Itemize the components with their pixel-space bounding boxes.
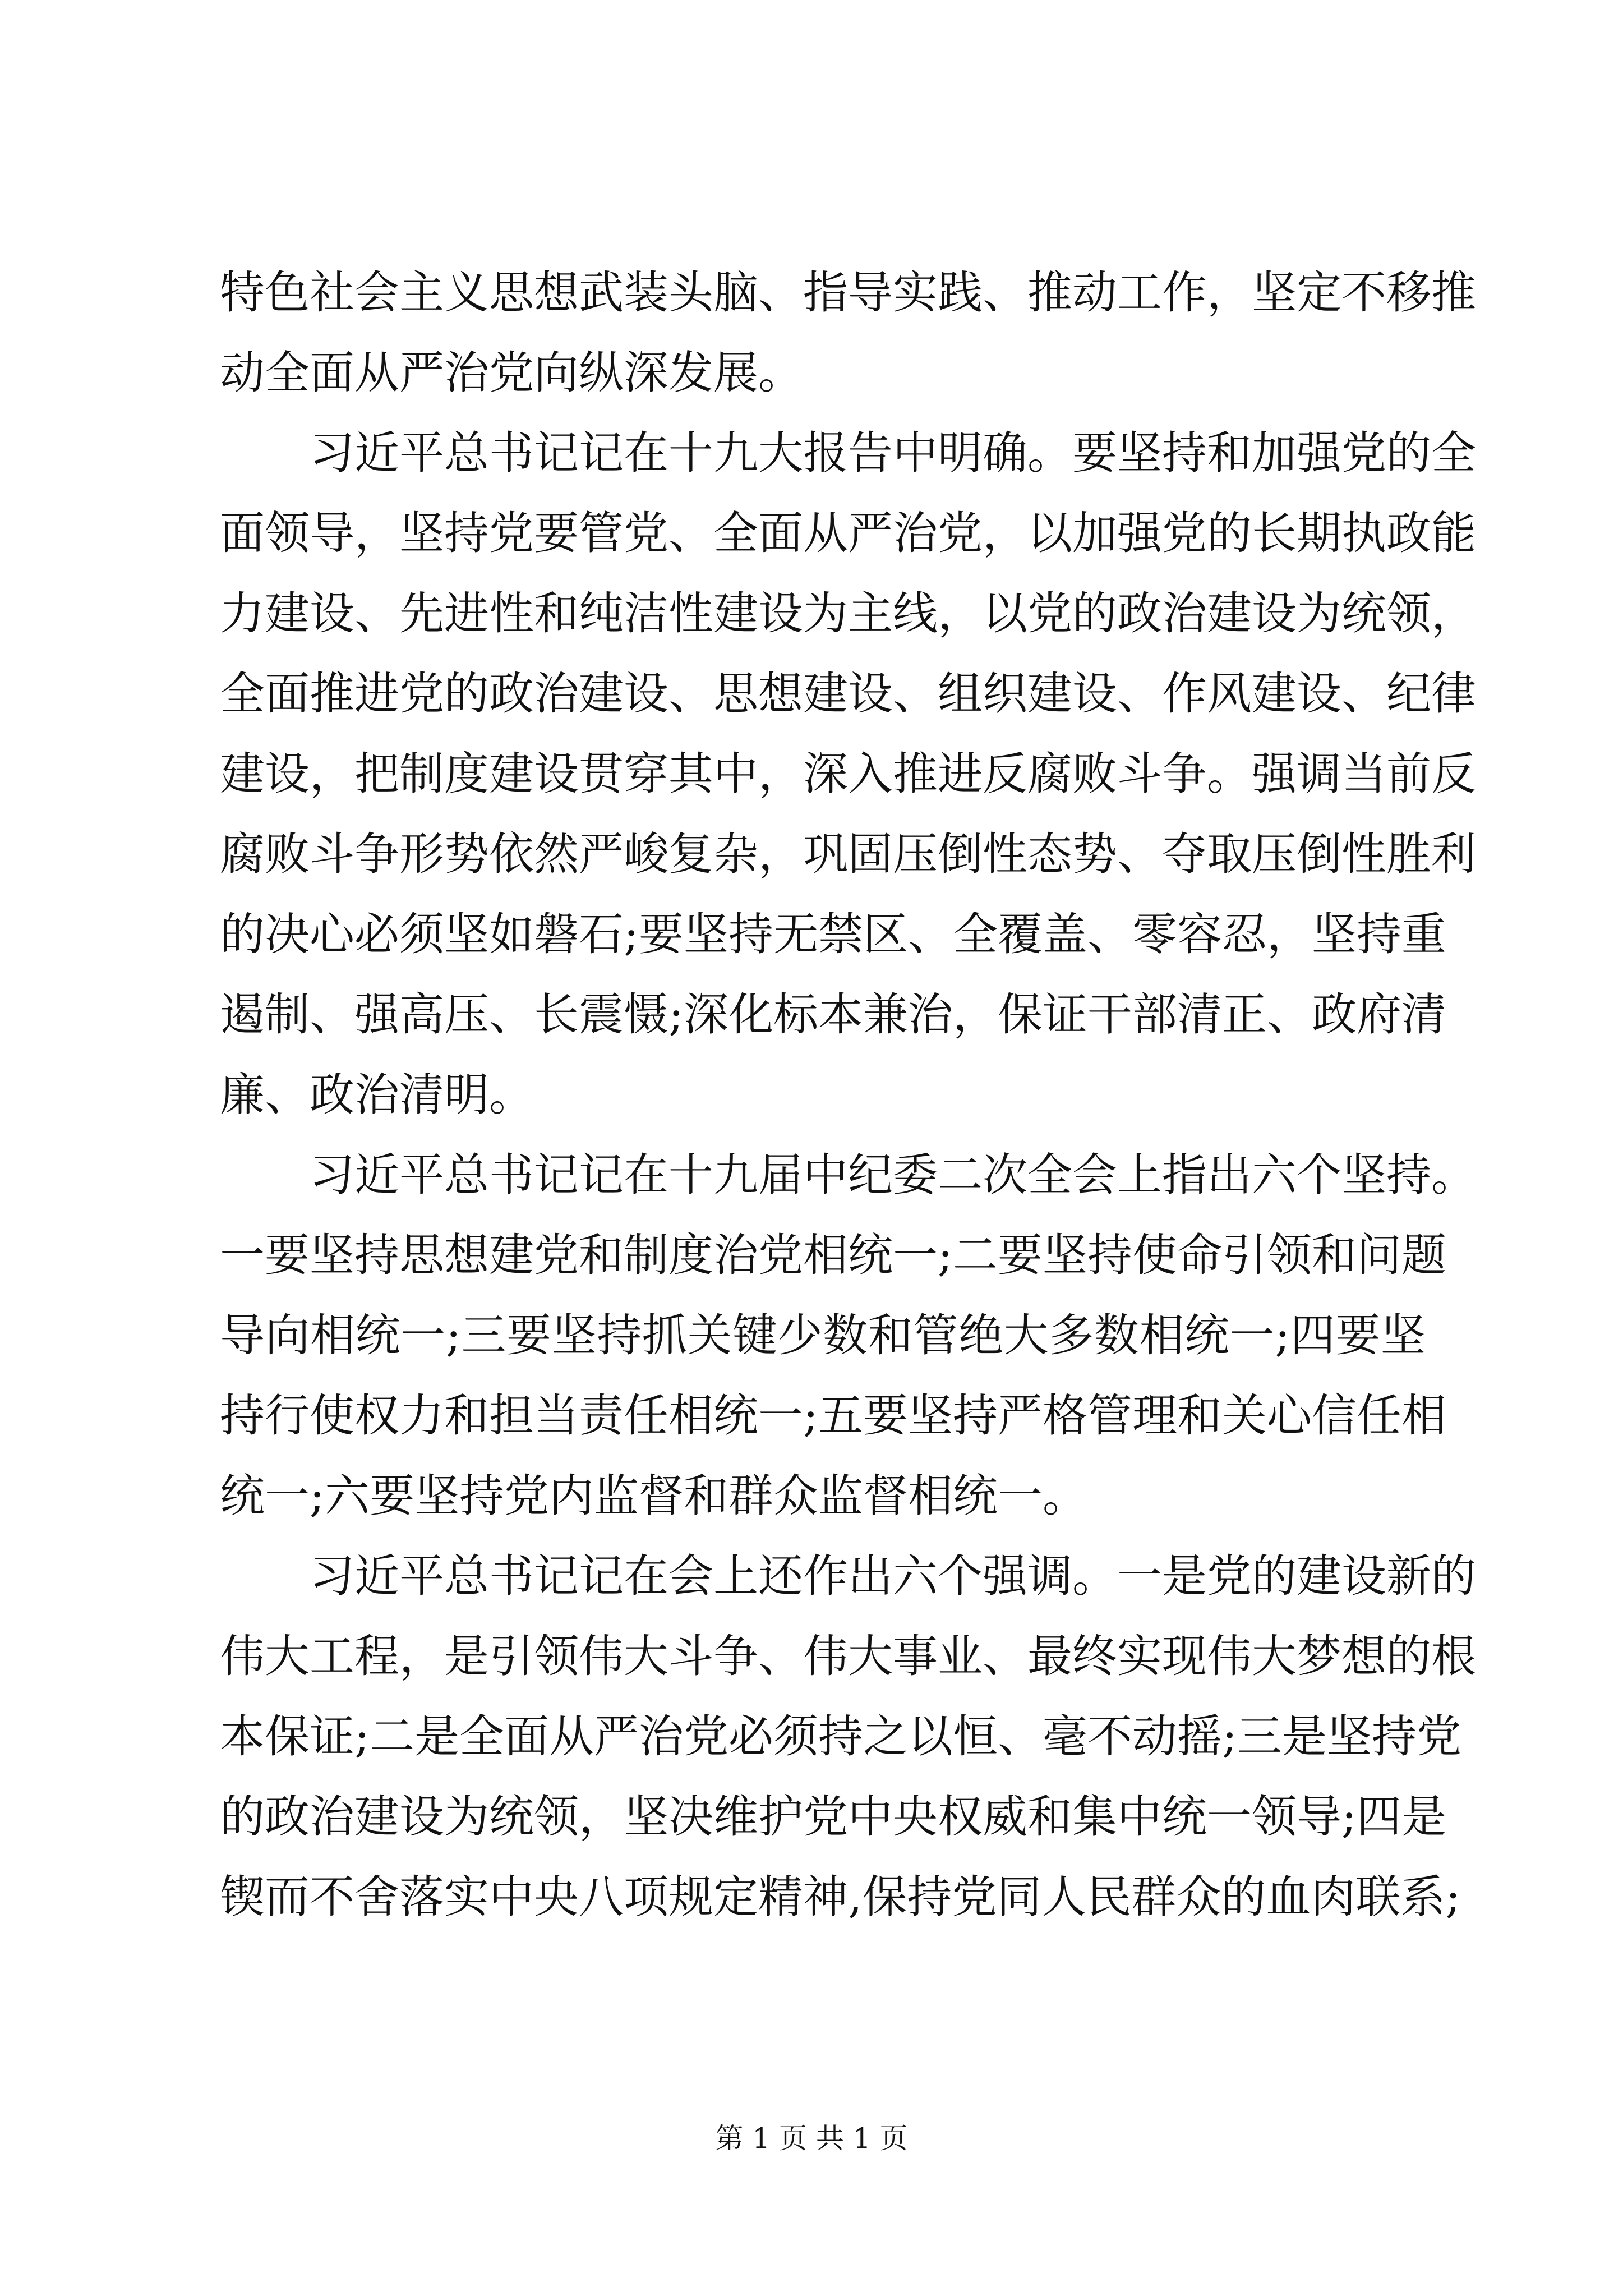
text-line: 一要坚持思想建党和制度治党相统一;二要坚持使命引领和问题 [220, 1229, 1446, 1281]
text-line: 习近平总书记记在十九届中纪委二次全会上指出六个坚持。 [310, 1149, 1476, 1201]
text-line: 遏制、强高压、长震慑;深化标本兼治，保证干部清正、政府清 [220, 988, 1446, 1041]
text-line: 持行使权力和担当责任相统一;五要坚持严格管理和关心信任相 [220, 1389, 1446, 1442]
text-line: 腐败斗争形势依然严峻复杂，巩固压倒性态势、夺取压倒性胜利 [220, 828, 1476, 880]
text-line: 伟大工程，是引领伟大斗争、伟大事业、最终实现伟大梦想的根 [220, 1630, 1476, 1682]
text-line: 动全面从严治党向纵深发展。 [220, 347, 803, 399]
text-line: 面领导，坚持党要管党、全面从严治党，以加强党的长期执政能 [220, 507, 1476, 559]
text-line: 统一;六要坚持党内监督和群众监督相统一。 [220, 1470, 1087, 1522]
text-line: 的决心必须坚如磐石;要坚持无禁区、全覆盖、零容忍，坚持重 [220, 908, 1446, 960]
text-line: 本保证;二是全面从严治党必须持之以恒、毫不动摇;三是坚持党 [220, 1710, 1461, 1763]
text-line: 廉、政治清明。 [220, 1069, 534, 1121]
paragraph [220, 1536, 1476, 1937]
text-line: 习近平总书记记在十九大报告中明确。要坚持和加强党的全 [310, 427, 1476, 479]
text-line: 的政治建设为统领，坚决维护党中央权威和集中统一领导;四是 [220, 1791, 1446, 1843]
text-line: 特色社会主义思想武装头脑、指导实践、推动工作，坚定不移推 [220, 266, 1476, 319]
text-line: 习近平总书记记在会上还作出六个强调。一是党的建设新的 [310, 1550, 1476, 1602]
paragraph [220, 413, 1476, 1135]
document-body [220, 252, 1476, 1937]
page-number-footer: 第 1 页 共 1 页 [715, 2122, 908, 2155]
paragraph [220, 252, 1476, 413]
text-line: 锲而不舍落实中央八项规定精神,保持党同人民群众的血肉联系; [220, 1871, 1461, 1923]
paragraph [220, 1135, 1476, 1536]
text-line: 导向相统一;三要坚持抓关键少数和管绝大多数相统一;四要坚 [220, 1309, 1426, 1361]
text-line: 建设，把制度建设贯穿其中，深入推进反腐败斗争。强调当前反 [220, 748, 1476, 800]
text-line: 全面推进党的政治建设、思想建设、组织建设、作风建设、纪律 [220, 668, 1476, 720]
text-line: 力建设、先进性和纯洁性建设为主线，以党的政治建设为统领， [220, 587, 1476, 639]
